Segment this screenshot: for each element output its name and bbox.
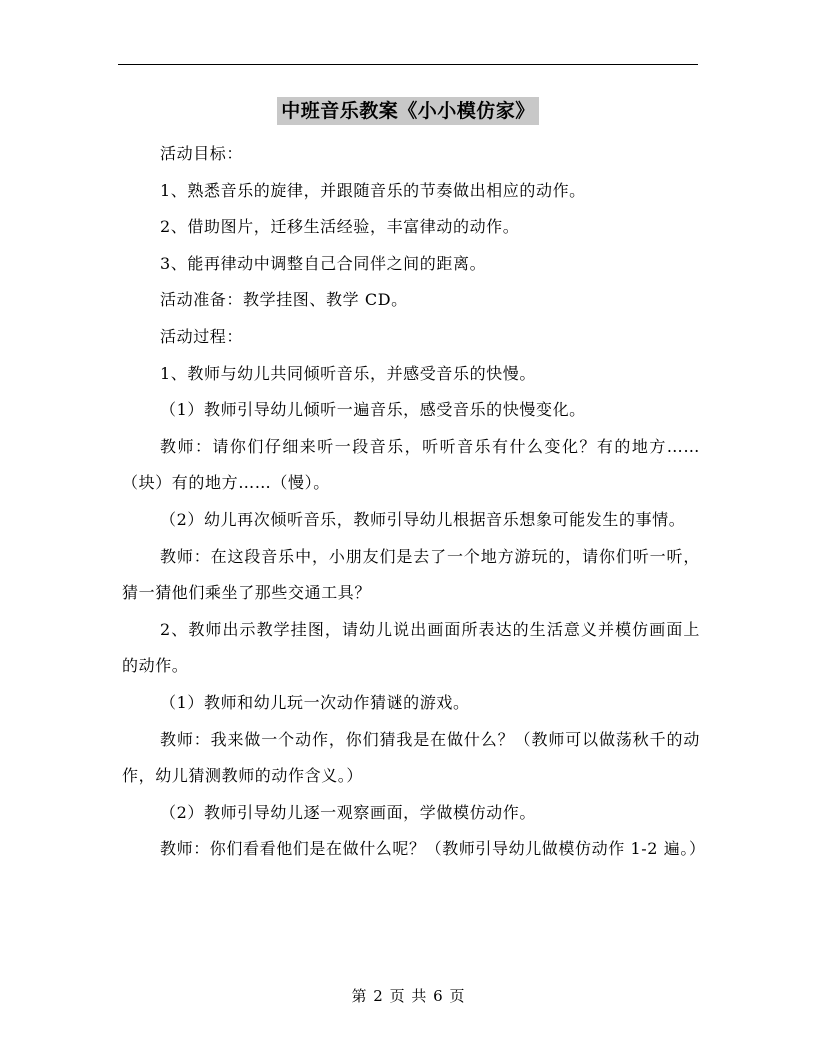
- page-number: 第 2 页 共 6 页: [351, 987, 465, 1005]
- title-container: [0, 97, 816, 125]
- paragraph: 教师：我来做一个动作，你们猜我是在做什么？（教师可以做荡秋千的动作，幼儿猜测教师的动作含义。）: [122, 729, 700, 786]
- paragraph: 1、熟悉音乐的旋律，并跟随音乐的节奏做出相应的动作。: [160, 180, 586, 200]
- paragraph: （2）幼儿再次倾听音乐，教师引导幼儿根据音乐想象可能发生的事情。: [160, 509, 686, 529]
- paragraph: 2、教师出示教学挂图，请幼儿说出画面所表达的生活意义并模仿画面上的动作。: [122, 619, 700, 676]
- paragraph: 教师：请你们仔细来听一段音乐，听听音乐有什么变化？有的地方……（块）有的地方……（慢）。: [122, 436, 700, 493]
- paragraph: 活动准备：教学挂图、教学 CD。: [160, 290, 408, 310]
- document-title: 中班音乐教案《小小模仿家》: [277, 97, 539, 125]
- paragraph: 活动目标：: [160, 144, 244, 163]
- paragraph: 1、教师与幼儿共同倾听音乐，并感受音乐的快慢。: [160, 363, 536, 383]
- header-rule: [118, 64, 698, 65]
- paragraph: （1）教师引导幼儿倾听一遍音乐，感受音乐的快慢变化。: [160, 400, 586, 420]
- paragraph: 3、能再律动中调整自己合同伴之间的距离。: [160, 253, 487, 273]
- paragraph: 教师：你们看看他们是在做什么呢？（教师引导幼儿做模仿动作 1-2 遍。）: [160, 839, 706, 859]
- paragraph: 2、借助图片，迁移生活经验，丰富律动的动作。: [160, 217, 520, 237]
- paragraph: （1）教师和幼儿玩一次动作猜谜的游戏。: [160, 692, 470, 712]
- document-body: [122, 136, 706, 868]
- paragraph: 教师：在这段音乐中，小朋友们是去了一个地方游玩的，请你们听一听，猜一猜他们乘坐了那些交通工具？: [122, 546, 700, 603]
- paragraph: 活动过程：: [160, 326, 244, 346]
- paragraph: （2）教师引导幼儿逐一观察画面，学做模仿动作。: [160, 802, 536, 822]
